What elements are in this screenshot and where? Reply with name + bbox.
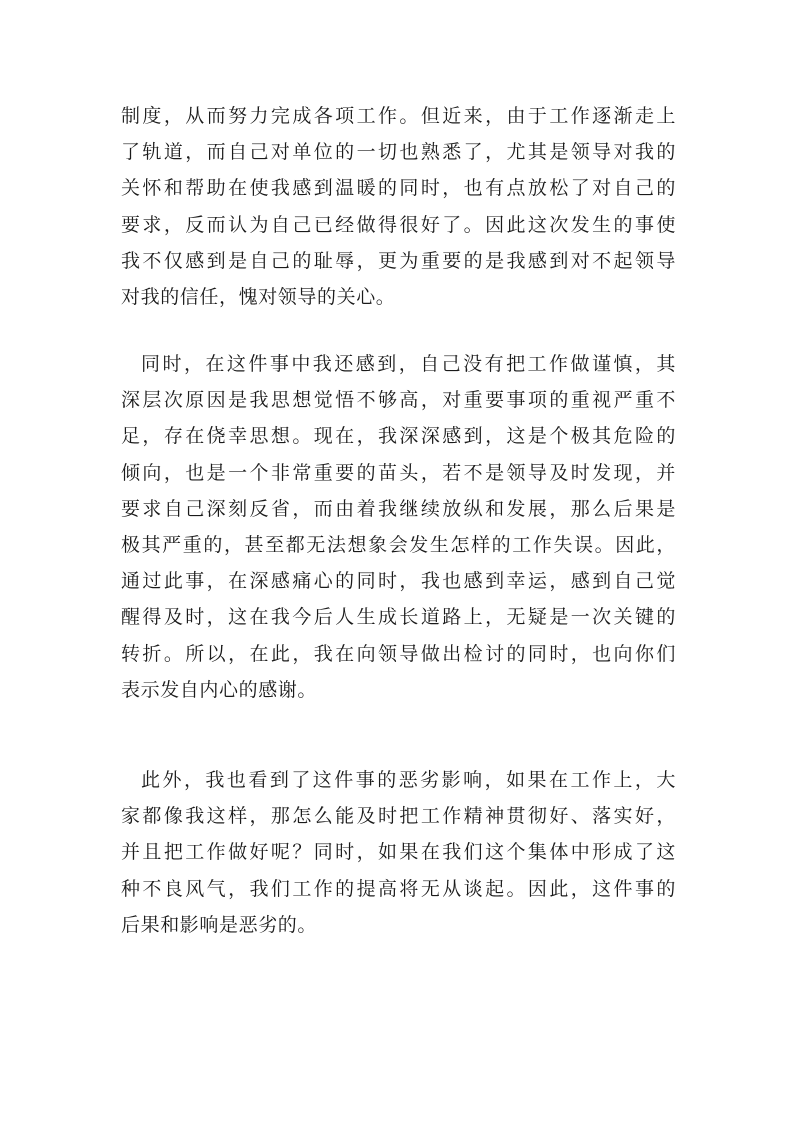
paragraph-line: 要求，反而认为自己已经做得很好了。因此这次发生的事使 xyxy=(121,213,676,236)
paragraph-line: 同时，在这件事中我还感到，自己没有把工作做谨慎，其 xyxy=(141,353,676,375)
paragraph-3 xyxy=(121,762,676,943)
paragraph-line: 极其严重的，甚至都无法想象会发生怎样的工作失误。因此， xyxy=(121,533,676,556)
paragraph-line: 对我的信任，愧对领导的关心。 xyxy=(121,285,396,308)
paragraph-line: 关怀和帮助在使我感到温暖的同时，也有点放松了对自己的 xyxy=(121,177,676,200)
paragraph-line: 后果和影响是恶劣的。 xyxy=(121,913,318,936)
paragraph-line: 醒得及时，这在我今后人生成长道路上，无疑是一次关键的 xyxy=(121,606,676,629)
paragraph-line: 表示发自内心的感谢。 xyxy=(121,678,318,701)
paragraph-line: 深层次原因是我思想觉悟不够高，对重要事项的重视严重不 xyxy=(121,389,676,412)
paragraph-line: 种不良风气，我们工作的提高将无从谈起。因此，这件事的 xyxy=(121,877,676,900)
paragraph-2 xyxy=(121,346,676,708)
paragraph-line: 制度，从而努力完成各项工作。但近来，由于工作逐渐走上 xyxy=(121,105,676,127)
paragraph-line: 倾向，也是一个非常重要的苗头，若不是领导及时发现，并 xyxy=(121,461,676,484)
paragraph-line: 了轨道，而自己对单位的一切也熟悉了，尤其是领导对我的 xyxy=(121,141,676,164)
paragraph-line: 并且把工作做好呢？同时，如果在我们这个集体中形成了这 xyxy=(121,841,676,864)
paragraph-line: 要求自己深刻反省，而由着我继续放纵和发展，那么后果是 xyxy=(121,497,676,520)
paragraph-line: 我不仅感到是自己的耻辱，更为重要的是我感到对不起领导 xyxy=(121,249,676,272)
paragraph-line: 足，存在侥幸思想。现在，我深深感到，这是个极其危险的 xyxy=(121,425,676,448)
paragraph-line: 通过此事，在深感痛心的同时，我也感到幸运，感到自己觉 xyxy=(121,570,676,593)
paragraph-1 xyxy=(121,98,676,315)
paragraph-line: 此外，我也看到了这件事的恶劣影响，如果在工作上，大 xyxy=(141,769,676,791)
paragraph-line: 转折。所以，在此，我在向领导做出检讨的同时，也向你们 xyxy=(121,642,676,665)
paragraph-line: 家都像我这样，那怎么能及时把工作精神贯彻好、落实好， xyxy=(121,805,676,828)
